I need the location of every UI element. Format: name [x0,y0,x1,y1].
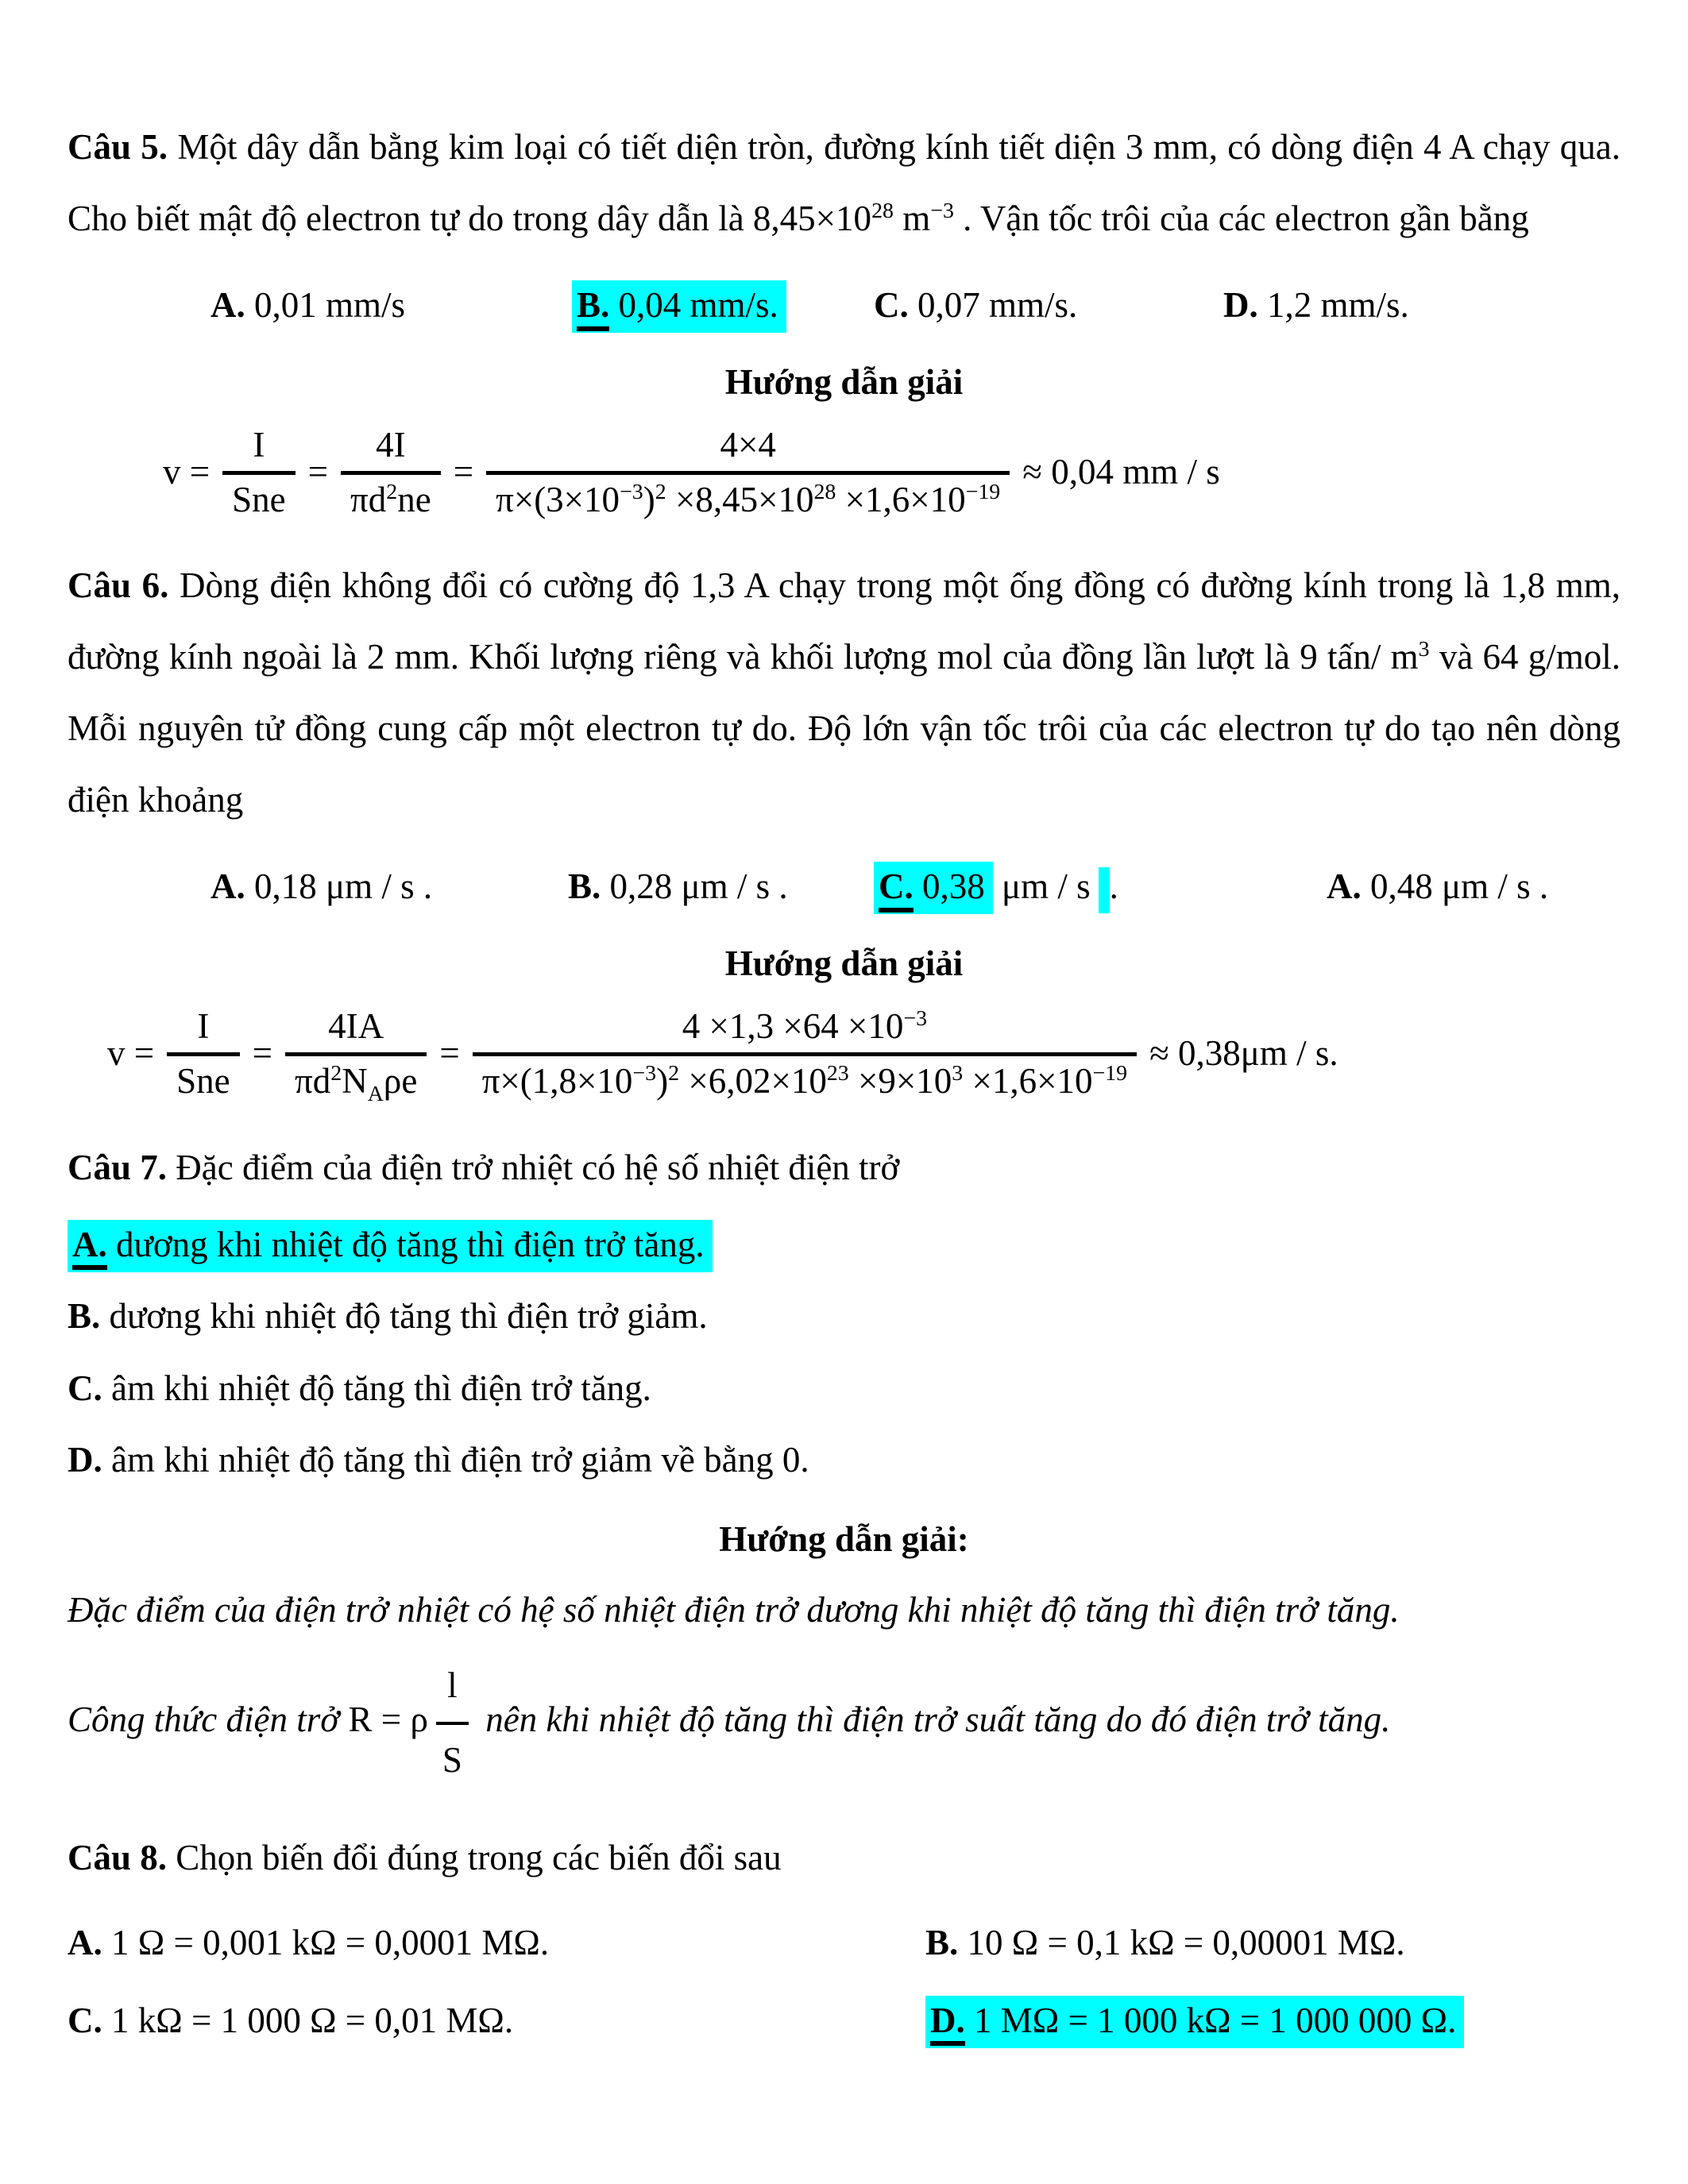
question-6 [68,550,1620,835]
q8-option-c: C. 1 kΩ = 1 000 Ω = 0,01 MΩ. [68,2000,514,2040]
question-5 [68,111,1620,254]
question-5-label: Câu 5. [68,127,168,167]
q5-option-d: D. 1,2 mm/s. [1223,285,1409,325]
stray-highlight-strip [1099,867,1110,913]
question-6-body: Dòng điện không đổi có cường độ 1,3 A chạy trong một ống đồng có đường kính trong là 1,8 mm, đường kính ngoài là 2 mm. Khối lượng riêng và khối lượng mol của đồng lần lượt là 9 tấn/ $m^3$ và 64 g/mol. Mỗi nguyên tử đồng cung cấp một electron tự do. Độ lớn vận tốc trôi của các electron tự do tạo nên dòng điện khoảng [68,565,1621,820]
q7-option-c: C. âm khi nhiệt độ tăng thì điện trở tăng. [68,1368,651,1408]
q5-option-a: A. 0,01 mm/s [211,285,406,325]
q6-option-a: A. 0,18 μm / s . [211,866,433,907]
q7-explanation-line1: Đặc điểm của điện trở nhiệt có hệ số nhiệt điện trở dương khi nhiệt độ tăng thì điện trở tăng. [68,1589,1400,1630]
question-8-label: Câu 8. [68,1838,168,1877]
q8-option-d [925,1993,1620,2049]
q8-option-a: A. 1 Ω = 0,001 kΩ = 0,0001 MΩ. [68,1923,550,1962]
question-5-options [211,278,1620,334]
formula-lead: v = [107,1033,155,1074]
fraction: $\frac{4I}{\pi d^2ne}$ [341,423,441,523]
fraction: $\frac{l}{S}$ [436,1652,469,1794]
q6-answer-highlight: C. 0,38 [874,862,993,914]
fraction: $\frac{4 \times 1,3 \times 64 \times 10^{-3}}{\pi\times(1,8\times 10^{-3})^2 \times 6,02\times 10^{23} \times 9\times 10^3 \times 1,6\times 10^{-19}}$ [473,1005,1137,1104]
fraction: $\frac{4IA}{\pi d^2N_A\rho e}$ [285,1005,427,1104]
fraction: $\frac{I}{\text{Sne}}$ [167,1005,240,1104]
formula-result: ≈ 0,04 mm / s [1022,452,1220,492]
q7-option-b: B. dương khi nhiệt độ tăng thì điện trở giảm. [68,1296,708,1336]
question-8-body: Chọn biến đổi đúng trong các biến đổi sau [176,1838,782,1877]
fraction: $\frac{I}{\text{Sne}}$ [222,423,295,523]
q6-option-b: B. 0,28 μm / s . [568,866,788,907]
question-5-body: Một dây dẫn bằng kim loại có tiết diện tròn, đường kính tiết diện 3 mm, có dòng điện 4 A chạy qua. Cho biết mật độ electron tự do trong dây dẫn là $8,45\times 10^{28}$ $m^{-3}$ . Vận tốc trôi của các electron gần bằng [68,127,1621,238]
q5-option-b [572,278,874,334]
q8-answer-highlight: D. 1 MΩ = 1 000 kΩ = 1 000 000 Ω. [925,1996,1464,2048]
question-7-label: Câu 7. [68,1147,168,1187]
q5-answer-highlight: B. 0,04 mm/s. [572,280,786,333]
question-8-options [68,1916,1620,2049]
q7-solution-heading: Hướng dẫn giải: [719,1518,969,1559]
q7-explanation-line2: Công thức điện trở R = ρ $\frac{l}{S}$ nên khi nhiệt độ tăng thì điện trở suất tăng do đó điện trở tăng. [68,1652,1620,1794]
q7-option-d: D. âm khi nhiệt độ tăng thì điện trở giảm về bằng 0. [68,1440,809,1480]
question-6-options [211,859,1620,915]
question-8 [68,1822,1620,1893]
q6-solution-heading: Hướng dẫn giải [724,943,964,983]
resistance-formula: R = ρ $\frac{l}{S}$ [349,1700,477,1739]
q6-solution-formula: v = $\frac{I}{\text{Sne}}$ = $\frac{4IA}{\pi d^2N_A\rho e}$ = $\frac{4 \times 1,3 \times 64 \times 10^{-3}}{\pi\times(1,8\times 10^{-3})^2 \times 6,02\times 10^{23} \times 9\times 10^3 \times 1,6\times 10^{-19}}$ ≈ 0,38μm / s. [107,1006,1338,1106]
question-7 [68,1132,1620,1203]
fraction: $\frac{4\times 4}{\pi\times(3\times 10^{-3})^2 \times 8,45\times 10^{28} \times 1,6\times 10^{-19}}$ [486,423,1010,523]
question-6-label: Câu 6. [68,565,169,606]
q7-answer-highlight: A. dương khi nhiệt độ tăng thì điện trở tăng. [68,1220,713,1272]
q6-option-d: A. 0,48 μm / s . [1327,866,1549,907]
q8-option-b: B. 10 Ω = 0,1 kΩ = 0,00001 MΩ. [925,1923,1405,1962]
q7-option-a [68,1214,1620,1275]
q5-solution-heading: Hướng dẫn giải [724,361,964,402]
q5-solution-formula: v = $\frac{I}{\text{Sne}}$ = $\frac{4I}{\pi d^2ne}$ = $\frac{4\times 4}{\pi\times(3\times 10^{-3})^2 \times 8,45\times 10^{28} \times 1,6\times 10^{-19}}$ ≈ 0,04 mm / s [163,423,1620,523]
q6-option-c: C. 0,38 μm / s . [874,859,1327,915]
formula-lead: v = [163,452,211,492]
question-7-body: Đặc điểm của điện trở nhiệt có hệ số nhiệt điện trở [176,1147,900,1187]
q5-option-c: C. 0,07 mm/s. [874,285,1078,325]
formula-result: ≈ 0,38μm / s. [1149,1033,1338,1074]
